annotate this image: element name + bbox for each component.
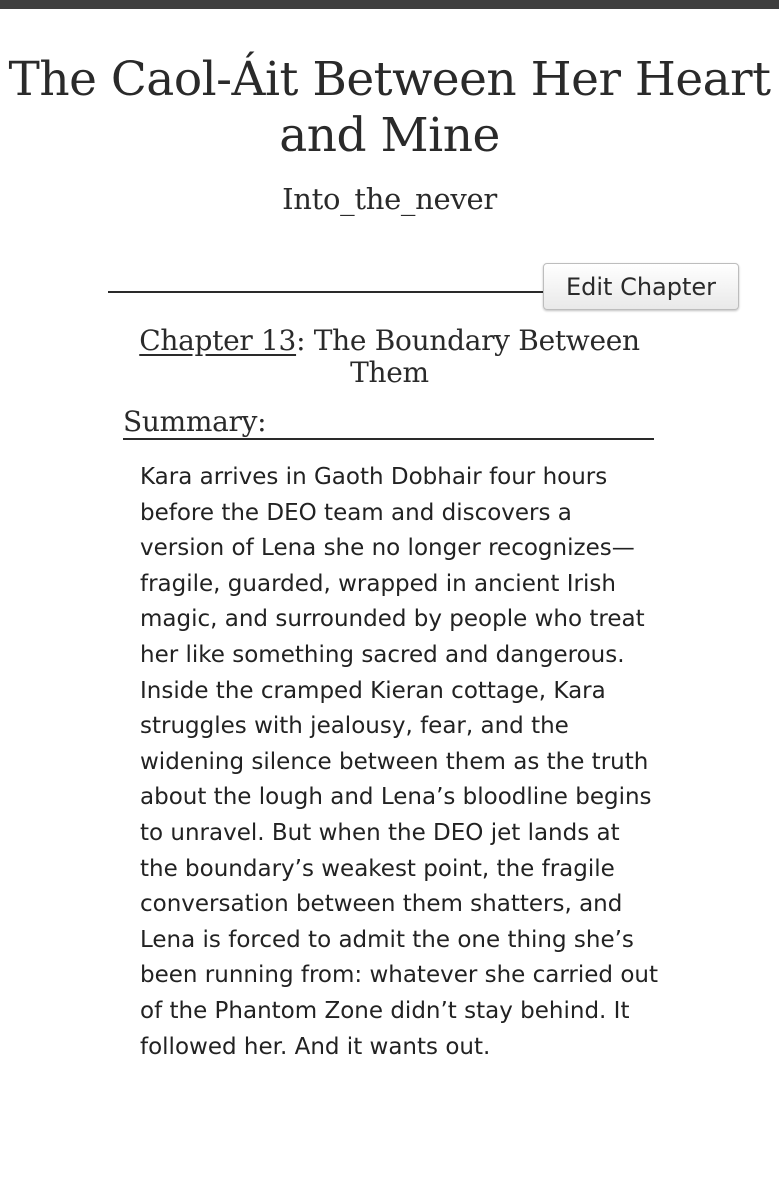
author-name[interactable]: Into_the_never xyxy=(282,182,497,216)
summary-heading: Summary: xyxy=(123,405,654,440)
browser-top-bar xyxy=(0,0,779,9)
work-title: The Caol-Áit Between Her Heart and Mine xyxy=(8,52,771,163)
chapter-number-link[interactable]: Chapter 13 xyxy=(139,324,297,357)
summary-text: Kara arrives in Gaoth Dobhair four hours before the DEO team and discovers a version of Lena she no longer recognizes—fragile, guarded, wrapped in ancient Irish magic, and surrounded by people who treat her like something sacred and dangerous. Inside the cramped Kieran cottage, Kara struggles with jealousy, fear, and the widening silence between them as the truth about the lough and Lena’s bloodline begins to unravel. But when the DEO jet lands at the boundary’s weakest point, the fragile conversation between them shatters, and Lena is forced to admit the one thing she’s been running from: whatever she carried out of the Phantom Zone didn’t stay behind. It followed her. And it wants out. xyxy=(140,464,659,1060)
chapter-heading xyxy=(108,325,671,389)
edit-chapter-button[interactable]: Edit Chapter xyxy=(543,263,739,310)
chapter-title: : The Boundary Between Them xyxy=(296,324,640,389)
header-divider xyxy=(108,291,548,293)
